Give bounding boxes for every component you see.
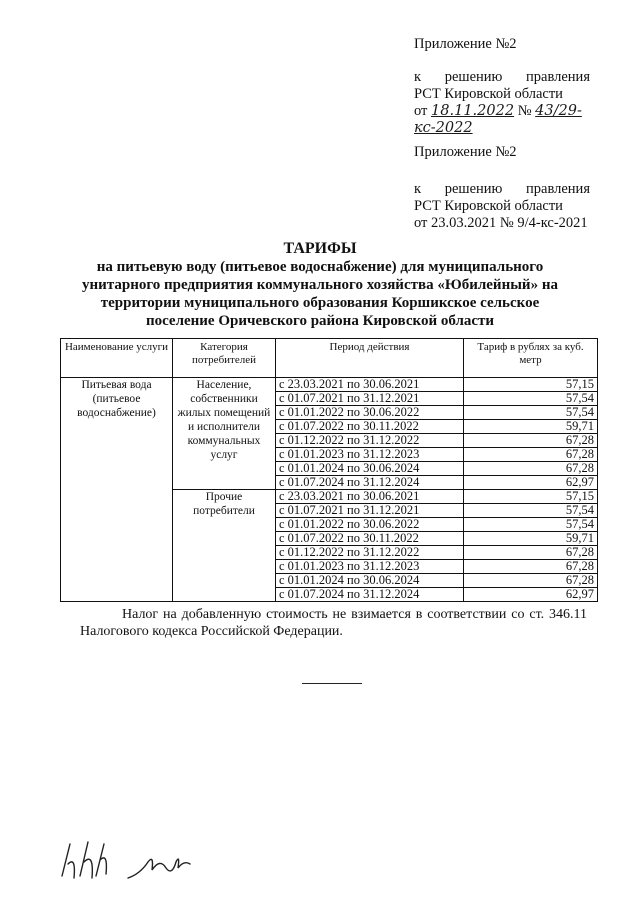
period-cell: с 01.07.2022 по 30.11.2022 [276,532,464,546]
title-line: на питьевую воду (питьевое водоснабжение) для муниципального [96,259,544,275]
header-tariff: Тариф в рублях за куб. метр [464,339,598,378]
tariff-value-cell: 67,28 [464,546,598,560]
signature [126,848,196,882]
appendix-date-line: от 18.11.2022 № 43/29-кс-2022 [414,103,582,136]
tariff-value-cell: 67,28 [464,560,598,574]
appendix-decision-line: к решению правления [414,69,590,85]
handwritten-number: 43/29-кс-2022 [414,103,582,136]
table-header-row [61,339,598,378]
header-period: Период действия [276,339,464,378]
appendix-heading: Приложение №2 [414,144,517,160]
tariff-value-cell: 67,28 [464,448,598,462]
tariff-table [60,338,598,602]
tariff-value-cell: 67,28 [464,574,598,588]
period-cell: с 01.01.2022 по 30.06.2022 [276,406,464,420]
title-main: ТАРИФЫ [283,240,357,257]
period-cell: с 23.03.2021 по 30.06.2021 [276,378,464,392]
tariff-value-cell: 57,54 [464,504,598,518]
title-line: унитарного предприятия коммунального хозяйства «Юбилейный» на [82,277,558,293]
period-cell: с 01.12.2022 по 31.12.2022 [276,546,464,560]
service-name-cell: Питьевая вода (питьевое водоснабжение) [61,378,173,602]
period-cell: с 01.07.2021 по 31.12.2021 [276,392,464,406]
appendix-decision-line: к решению правления [414,181,590,197]
tariff-value-cell: 67,28 [464,462,598,476]
period-cell: с 23.03.2021 по 30.06.2021 [276,490,464,504]
appendix-heading: Приложение №2 [414,36,517,52]
period-cell: с 01.07.2024 по 31.12.2024 [276,588,464,602]
period-cell: с 01.01.2024 по 30.06.2024 [276,574,464,588]
appendix-previous [414,144,590,232]
handwritten-date: 18.11.2022 [431,103,515,119]
period-cell: с 01.01.2022 по 30.06.2022 [276,518,464,532]
tariff-value-cell: 57,54 [464,518,598,532]
table-row [61,378,598,392]
title-line: поселение Оричевского района Кировской области [145,313,495,329]
period-cell: с 01.07.2022 по 30.11.2022 [276,420,464,434]
note-line: Налогового кодекса Российской Федерации. [80,624,343,639]
header-category: Категория потребителей [173,339,276,378]
tariff-value-cell: 62,97 [464,476,598,490]
vat-note [80,606,587,640]
period-cell: с 01.01.2023 по 31.12.2023 [276,448,464,462]
category-cell: Прочие потребители [173,490,276,602]
category-cell: Население, собственники жилых помещений и исполнители коммунальных услуг [173,378,276,490]
appendix-authority-line: РСТ Кировской области [414,86,563,102]
tariff-value-cell: 57,15 [464,490,598,504]
appendix-current [414,36,640,137]
tariff-value-cell: 67,28 [464,434,598,448]
title-line: территории муниципального образования Коршикское сельское [100,295,540,311]
header-service: Наименование услуги [61,339,173,378]
tariff-value-cell: 57,54 [464,392,598,406]
tariff-value-cell: 59,71 [464,420,598,434]
note-line: Налог на добавленную стоимость не взимается в соответствии со ст. 346.11 [122,607,587,622]
tariff-value-cell: 59,71 [464,532,598,546]
period-cell: с 01.01.2023 по 31.12.2023 [276,560,464,574]
tariff-value-cell: 57,15 [464,378,598,392]
tariff-value-cell: 57,54 [464,406,598,420]
period-cell: с 01.07.2024 по 31.12.2024 [276,476,464,490]
document-title [0,240,640,330]
period-cell: с 01.07.2021 по 31.12.2021 [276,504,464,518]
tariff-value-cell: 62,97 [464,588,598,602]
closing-rule [302,683,362,684]
appendix-date-line: от 23.03.2021 № 9/4-кс-2021 [414,215,588,231]
appendix-authority-line: РСТ Кировской области [414,198,563,214]
period-cell: с 01.01.2024 по 30.06.2024 [276,462,464,476]
signature-initials [54,838,114,882]
period-cell: с 01.12.2022 по 31.12.2022 [276,434,464,448]
